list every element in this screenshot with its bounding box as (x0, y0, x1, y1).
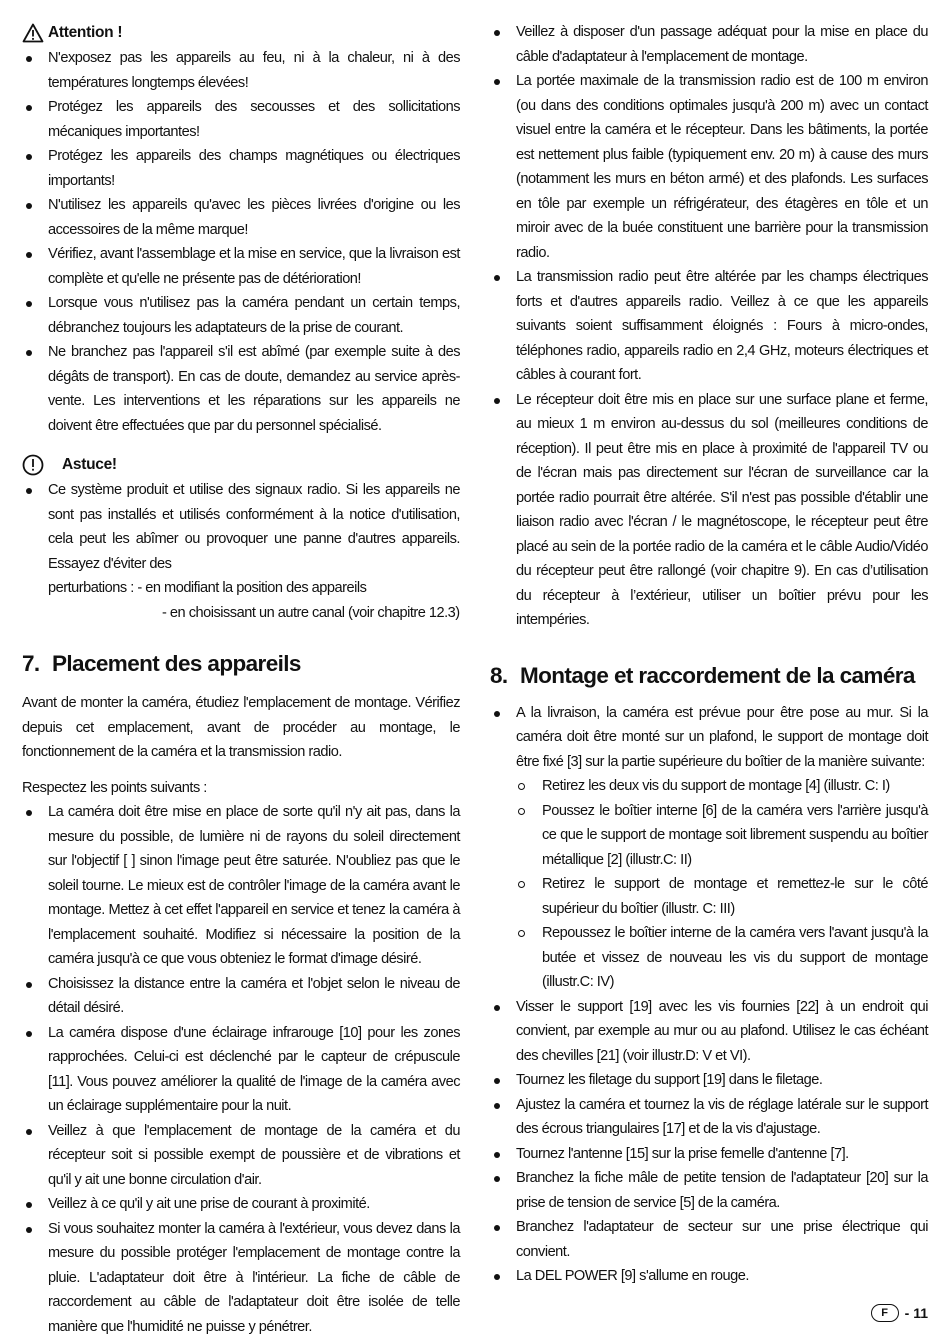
list-item: La caméra dispose d'une éclairage infrarouge [10] pour les zones rapprochées. Celui-ci est déclenché par le capteur de crépuscule [11]. Vous pouvez améliorer la qualité de l'image de la caméra avec un éclairage supplémentaire pour la nuit. (22, 1021, 460, 1119)
page-footer (871, 1304, 928, 1322)
list-item: N'utilisez les appareils qu'avec les pièces livrées d'origine ou les accessoires de la même marque! (22, 193, 460, 242)
page-number: - 11 (905, 1305, 928, 1321)
list-item: La caméra doit être mise en place de sorte qu'il n'y ait pas, dans la mesure du possible, de lumière ni de rayons du soleil directement sur l'objectif [ ] sinon l'image peut être saturée. N'oubliez pas que le soleil tourne. Le mieux est de contrôler l'image de la caméra avant le montage. Mettez à cet effet l'appareil en service et tenez la caméra à l'emplacement souhaité. Modifiez si nécessaire la position de la caméra jusqu'à ce que vous obteniez le format d'image désiré. (22, 800, 460, 972)
list-item: Vérifiez, avant l'assemblage et la mise en service, que la livraison est complète et qu'elle ne présente pas de détérioration! (22, 242, 460, 291)
astuce-title: Astuce! (62, 453, 117, 478)
section-8-first-item: A la livraison, la caméra est prévue pour être pose au mur. Si la caméra doit être monté sur un plafond, le support de montage doit être fixé [3] sur la partie supérieure du boîtier de la manière suivante: (516, 705, 928, 770)
list-item: Veillez à ce qu'il y ait une prise de courant à proximité. (22, 1192, 460, 1217)
sub-list-item: Retirez les deux vis du support de montage [4] (illustr. C: I) (516, 774, 928, 799)
sub-list-item: Retirez le support de montage et remettez-le sur le côté supérieur du boîtier (illustr. C: III) (516, 872, 928, 921)
section-8-list (490, 701, 928, 1289)
list-item: Veillez à que l'emplacement de montage de la caméra et du récepteur soit si possible exempt de poussière et de vibrations et qu'il y ait une bonne circulation d'air. (22, 1119, 460, 1193)
astuce-option-canal: - en choisissant un autre canal (voir chapitre 12.3) (48, 601, 460, 626)
attention-list (22, 46, 460, 438)
section-7-number: 7. (22, 649, 52, 679)
warning-icon (22, 23, 44, 43)
list-item: Ajustez la caméra et tournez la vis de réglage latérale sur le support des écrous triangulaires [17] et de la vis d'ajustage. (490, 1093, 928, 1142)
section-8-sublist (516, 774, 928, 995)
section-7-list-right (490, 20, 928, 633)
list-item: La transmission radio peut être altérée par les champs électriques forts et d'autres appareils radio. Veillez à ce que les appareils suivants soient suffisamment éloignés : Fours à micro-ondes, téléphones radio, appareils radio en 2,4 GHz, moteurs électriques et câbles à courant fort. (490, 265, 928, 388)
astuce-text: Ce système produit et utilise des signaux radio. Si les appareils ne sont pas installés et utilisés conformément à la notice d'utilisation, cela peut les abîmer ou provoquer une panne d'autres appareils. Essayez d'éviter des (48, 482, 460, 572)
section-8-heading (490, 661, 928, 691)
attention-title: Attention ! (48, 21, 122, 46)
list-item: La DEL POWER [9] s'allume en rouge. (490, 1264, 928, 1289)
list-item: Lorsque vous n'utilisez pas la caméra pendant un certain temps, débranchez toujours les adaptateurs de la prise de courant. (22, 291, 460, 340)
list-item: Branchez l'adaptateur de secteur sur une prise électrique qui convient. (490, 1215, 928, 1264)
list-item: Choisissez la distance entre la caméra et l'objet selon le niveau de détail désiré. (22, 972, 460, 1021)
list-item: Veillez à disposer d'un passage adéquat pour la mise en place du câble d'adaptateur à l'emplacement de montage. (490, 20, 928, 69)
exclamation-circle-icon (22, 454, 44, 476)
astuce-header (22, 452, 460, 478)
astuce-option-perturb: perturbations : - en modifiant la position des appareils (48, 576, 460, 601)
list-item: Tournez l'antenne [15] sur la prise femelle d'antenne [7]. (490, 1142, 928, 1167)
language-badge: F (871, 1304, 899, 1322)
list-item: Ne branchez pas l'appareil s'il est abîmé (par exemple suite à des dégâts de transport). En cas de doute, demandez au service après-vente. Les interventions et les réparations sur les appareils ne doivent être effectuées que par du personnel spécialisé. (22, 340, 460, 438)
section-7-title: Placement des appareils (52, 651, 301, 676)
section-7-heading (22, 649, 460, 679)
section-8-number: 8. (490, 661, 520, 691)
section-7-respect: Respectez les points suivants : (22, 776, 460, 801)
list-item: Visser le support [19] avec les vis fournies [22] à un endroit qui convient, par exemple au mur ou au plafond. Utilisez le cas échéant des chevilles [21] (voir illustr.D: V et VI). (490, 995, 928, 1069)
sub-list-item: Poussez le boîtier interne [6] de la caméra vers l'arrière jusqu'à ce que le support de montage soit librement suspendu au boîtier métallique [2] (illustr.C: II) (516, 799, 928, 873)
list-item: Branchez la fiche mâle de petite tension de l'adaptateur [20] sur la prise de tension de service [5] de la caméra. (490, 1166, 928, 1215)
astuce-options (48, 576, 460, 625)
list-item: Protégez les appareils des champs magnétiques ou électriques importants! (22, 144, 460, 193)
astuce-list (22, 478, 460, 625)
attention-header (22, 20, 460, 46)
sub-list-item: Repoussez le boîtier interne de la caméra vers l'avant jusqu'à la butée et vissez de nouveau les vis du support de montage (illustr.C: IV) (516, 921, 928, 995)
list-item: La portée maximale de la transmission radio est de 100 m environ (ou dans des conditions optimales jusqu'à 200 m) avec un contact visuel entre la caméra et le récepteur. Dans les bâtiments, la portée est nettement plus faible (typiquement env. 20 m) à cause des murs (notamment les murs en béton armé) et des plafonds. Les surfaces en tôle par exemple un réfrigérateur, des étagères en tôle et un miroir avec de la buée constituent une barrière pour la transmission radio. (490, 69, 928, 265)
right-column (490, 20, 928, 1289)
list-item: Protégez les appareils des secousses et des sollicitations mécaniques importantes! (22, 95, 460, 144)
section-7-list-left (22, 800, 460, 1339)
list-item (22, 478, 460, 625)
list-item: Tournez les filetage du support [19] dans le filetage. (490, 1068, 928, 1093)
list-item: Le récepteur doit être mis en place sur une surface plane et ferme, au mieux 1 m environ au-dessus du sol (meilleures conditions de réception). Il peut être mis en place à proximité de l'appareil TV ou de l'écran mais pas directement sur l'écran de surveillance car la portée radio pourrait être altérée. S'il n'est pas possible d'établir une liaison radio avec l'écran / le magnétoscope, le récepteur peut être placé au sein de la portée radio de la caméra et le câble Audio/Vidéo du récepteur peut être rallongé (voir chapitre 9). En cas d’utilisation du récepteur à l’extérieur, utiliser un boîtier prévu pour les intempéries. (490, 388, 928, 633)
list-item: Si vous souhaitez monter la caméra à l'extérieur, vous devez dans la mesure du possible protéger l'emplacement de montage contre la pluie. L'adaptateur doit être à l'intérieur. La fiche de câble de raccordement au câble de l'adaptateur doit être isolée de telle manière que l'humidité ne puisse y pénétrer. (22, 1217, 460, 1339)
section-7-intro: Avant de monter la caméra, étudiez l'emplacement de montage. Vérifiez depuis cet emplacement, avant de procéder au montage, le fonctionnement de la caméra et la transmission radio. (22, 691, 460, 765)
section-8-title: Montage et raccordement de la caméra (520, 663, 915, 688)
list-item: N'exposez pas les appareils au feu, ni à la chaleur, ni à des températures longtemps élevées! (22, 46, 460, 95)
left-column (22, 20, 460, 1339)
list-item (490, 701, 928, 995)
